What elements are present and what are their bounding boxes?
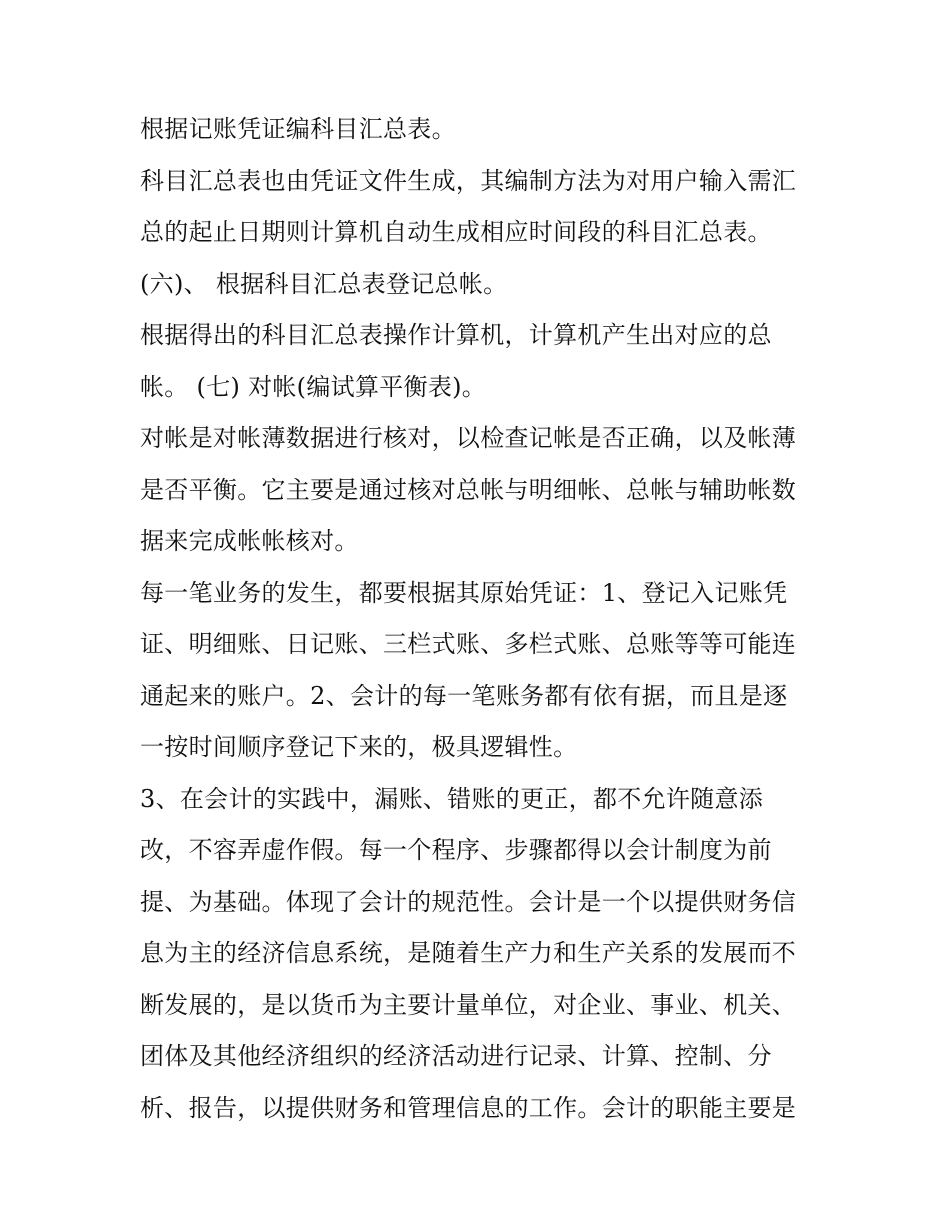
text-line: 3、在会计的实践中，漏账、错账的更正，都不允许随意添 (140, 784, 764, 813)
text-line: 息为主的经济信息系统，是随着生产力和生产关系的发展而不 (140, 939, 797, 967)
text-line: 据来完成帐帐核对。 (140, 527, 359, 555)
text-line: 通起来的账户。2、会计的每一笔账务都有依有据，而且是逐 (140, 681, 788, 710)
text-line: 科目汇总表也由凭证文件生成，其编制方法为对用户输入需汇 (140, 166, 797, 195)
text-line: 是否平衡。它主要是通过核对总帐与明细帐、总帐与辅助帐数 (140, 475, 797, 504)
text-line: 每一笔业务的发生，都要根据其原始凭证：1、登记入记账凭 (140, 578, 788, 607)
text-line: 析、报告，以提供财务和管理信息的工作。会计的职能主要是 (140, 1093, 797, 1122)
text-line: 根据得出的科目汇总表操作计算机，计算机产生出对应的总 (140, 321, 772, 349)
text-line: 团体及其他经济组织的经济活动进行记录、计算、控制、分 (140, 1042, 772, 1070)
document-body (140, 104, 830, 1134)
text-line: 根据记账凭证编科目汇总表。 (140, 115, 456, 143)
text-line: 帐。 (七) 对帐(编试算平衡表)。 (140, 372, 487, 401)
text-line: 改，不容弄虚作假。每一个程序、步骤都得以会计制度为前 (140, 836, 772, 864)
text-line: 提、为基础。体现了会计的规范性。会计是一个以提供财务信 (140, 887, 797, 916)
text-line: 证、明细账、日记账、三栏式账、多栏式账、总账等等可能连 (140, 630, 797, 658)
text-line: (六)、 根据科目汇总表登记总帐。 (140, 269, 508, 298)
text-line: 总的起止日期则计算机自动生成相应时间段的科目汇总表。 (140, 218, 772, 246)
text-line: 断发展的，是以货币为主要计量单位，对企业、事业、机关、 (140, 990, 797, 1019)
text-line: 对帐是对帐薄数据进行核对，以检查记帐是否正确，以及帐薄 (140, 424, 797, 452)
text-line: 一按时间顺序登记下来的，极具逻辑性。 (140, 733, 578, 761)
